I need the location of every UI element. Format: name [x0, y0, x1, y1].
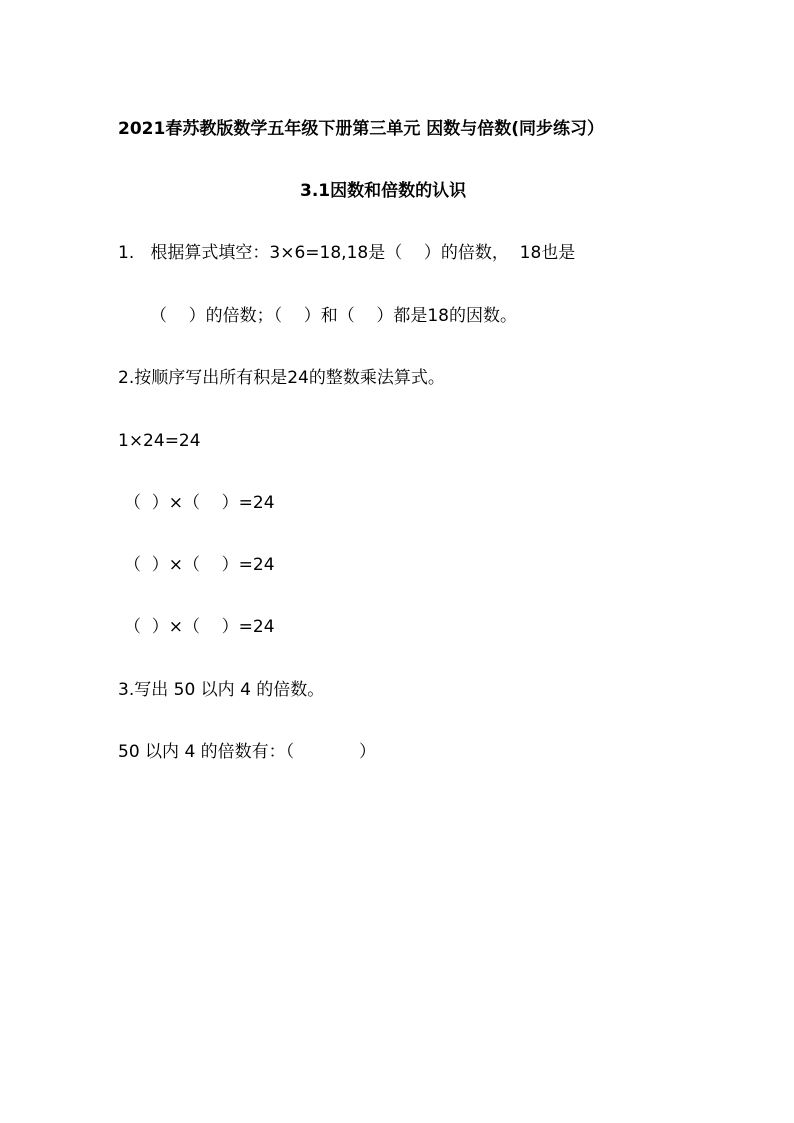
question-3-prompt: 3.写出 50 以内 4 的倍数。 — [118, 680, 325, 700]
question-2-blank-1: （ ）×（ ）=24 — [124, 493, 275, 513]
question-3-answer-line: 50 以内 4 的倍数有：（ ） — [118, 742, 377, 762]
question-1-line-2: （ ）的倍数；（ ）和（ ）都是18的因数。 — [150, 306, 517, 326]
question-2-example: 1×24=24 — [118, 431, 201, 451]
document-title: 2021春苏教版数学五年级下册第三单元 因数与倍数(同步练习） — [118, 119, 605, 139]
section-subtitle: 3.1因数和倍数的认识 — [300, 181, 467, 201]
question-2-blank-2: （ ）×（ ）=24 — [124, 555, 275, 575]
question-2-blank-3: （ ）×（ ）=24 — [124, 617, 275, 637]
question-1-line-1: 1. 根据算式填空：3×6=18,18是（ ）的倍数， 18也是 — [118, 243, 576, 263]
question-2-prompt: 2.按顺序写出所有积是24的整数乘法算式。 — [118, 368, 445, 388]
